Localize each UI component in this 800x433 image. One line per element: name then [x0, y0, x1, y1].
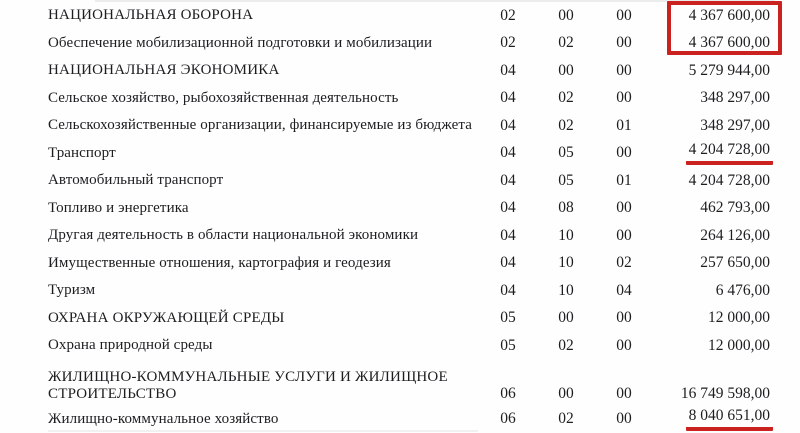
code-podrazdel: 05 — [558, 171, 574, 189]
code-podrazdel: 02 — [558, 336, 574, 354]
amount-value: 16 749 598,00 — [680, 384, 770, 402]
code-podrazdel: 00 — [558, 384, 574, 402]
table-row — [0, 277, 800, 305]
row-label: Обеспечение мобилизационной подготовки и мобилизации — [48, 34, 433, 51]
code-podrazdel: 02 — [558, 89, 574, 107]
amount-value: 4 367 600,00 — [688, 6, 770, 24]
amount-value: 12 000,00 — [708, 336, 770, 354]
code-podrazdel: 10 — [558, 281, 574, 299]
budget-table-body — [0, 2, 800, 433]
row-amount — [652, 282, 770, 300]
amount-value: 8 040 651,00 — [686, 407, 773, 431]
code-target: 00 — [616, 309, 632, 327]
row-amount — [652, 117, 770, 135]
code-razdel: 02 — [500, 34, 516, 52]
row-label: НАЦИОНАЛЬНАЯ ОБОРОНА — [48, 7, 254, 24]
amount-value: 257 650,00 — [700, 254, 770, 272]
table-row — [0, 2, 800, 30]
row-amount — [652, 407, 770, 431]
amount-value: 6 476,00 — [715, 281, 770, 299]
code-razdel: 05 — [500, 336, 516, 354]
table-row — [0, 222, 800, 250]
row-label: ЖИЛИЩНО-КОММУНАЛЬНЫЕ УСЛУГИ И ЖИЛИЩНОЕ СТРОИТЕЛЬСТВО — [48, 368, 448, 402]
row-label: Сельское хозяйство, рыбохозяйственная деятельность — [48, 89, 399, 106]
code-target: 00 — [616, 226, 632, 244]
table-row — [0, 57, 800, 85]
code-razdel: 06 — [500, 410, 516, 428]
code-razdel: 05 — [500, 309, 516, 327]
row-label: Транспорт — [48, 144, 116, 161]
row-label: Топливо и энергетика — [48, 199, 189, 216]
code-target: 00 — [616, 89, 632, 107]
amount-value: 264 126,00 — [700, 226, 770, 244]
code-podrazdel: 00 — [558, 309, 574, 327]
table-row — [0, 332, 800, 360]
code-target: 00 — [616, 144, 632, 162]
code-target: 00 — [616, 410, 632, 428]
row-amount — [652, 227, 770, 245]
table-row — [0, 30, 800, 58]
row-amount — [652, 199, 770, 217]
table-row — [0, 406, 800, 433]
code-target: 00 — [616, 34, 632, 52]
code-razdel: 04 — [500, 61, 516, 79]
code-target: 01 — [616, 116, 632, 134]
code-target: 00 — [616, 199, 632, 217]
amount-value: 4 367 600,00 — [688, 34, 770, 52]
row-amount — [652, 141, 770, 165]
table-row — [0, 250, 800, 278]
code-razdel: 06 — [500, 384, 516, 402]
amount-value: 4 204 728,00 — [688, 171, 770, 189]
row-amount — [652, 7, 770, 25]
code-target: 04 — [616, 281, 632, 299]
table-row — [0, 85, 800, 113]
row-label: Другая деятельность в области национальной экономики — [48, 227, 419, 244]
code-podrazdel: 10 — [558, 254, 574, 272]
code-target: 00 — [616, 61, 632, 79]
table-row — [0, 112, 800, 140]
row-amount — [652, 309, 770, 327]
row-amount — [652, 34, 770, 52]
row-amount — [652, 89, 770, 107]
table-row — [0, 195, 800, 223]
row-label: Сельскохозяйственные организации, финансируемые из бюджета — [48, 117, 473, 134]
row-label: Туризм — [48, 282, 96, 299]
code-razdel: 02 — [500, 6, 516, 24]
code-razdel: 04 — [500, 281, 516, 299]
code-target: 02 — [616, 254, 632, 272]
row-label: Автомобильный транспорт — [48, 172, 224, 189]
amount-value: 348 297,00 — [700, 89, 770, 107]
row-amount — [652, 254, 770, 272]
code-podrazdel: 00 — [558, 6, 574, 24]
row-label: ОХРАНА ОКРУЖАЮЩЕЙ СРЕДЫ — [48, 309, 285, 326]
code-target: 00 — [616, 6, 632, 24]
code-podrazdel: 02 — [558, 116, 574, 134]
amount-value: 12 000,00 — [708, 309, 770, 327]
code-podrazdel: 00 — [558, 61, 574, 79]
row-amount — [652, 337, 770, 355]
code-podrazdel: 05 — [558, 144, 574, 162]
code-podrazdel: 08 — [558, 199, 574, 217]
code-razdel: 04 — [500, 171, 516, 189]
code-razdel: 04 — [500, 89, 516, 107]
amount-value: 4 204 728,00 — [686, 141, 773, 165]
amount-value: 5 279 944,00 — [688, 61, 770, 79]
code-razdel: 04 — [500, 116, 516, 134]
row-amount — [652, 172, 770, 190]
code-podrazdel: 02 — [558, 34, 574, 52]
row-label: Охрана природной среды — [48, 337, 213, 354]
code-razdel: 04 — [500, 254, 516, 272]
code-podrazdel: 10 — [558, 226, 574, 244]
row-amount — [652, 62, 770, 80]
code-target: 00 — [616, 384, 632, 402]
table-row — [0, 305, 800, 333]
table-row — [0, 360, 800, 406]
code-razdel: 04 — [500, 226, 516, 244]
code-podrazdel: 02 — [558, 410, 574, 428]
row-label: Имущественные отношения, картография и геодезия — [48, 254, 391, 271]
row-amount — [652, 385, 770, 403]
code-target: 01 — [616, 171, 632, 189]
code-target: 00 — [616, 336, 632, 354]
table-row — [0, 140, 800, 168]
code-razdel: 04 — [500, 199, 516, 217]
amount-value: 348 297,00 — [700, 116, 770, 134]
row-label: Жилищно-коммунальное хозяйство — [48, 410, 279, 427]
table-row — [0, 167, 800, 195]
row-label: НАЦИОНАЛЬНАЯ ЭКОНОМИКА — [48, 62, 280, 79]
code-razdel: 04 — [500, 144, 516, 162]
amount-value: 462 793,00 — [700, 199, 770, 217]
